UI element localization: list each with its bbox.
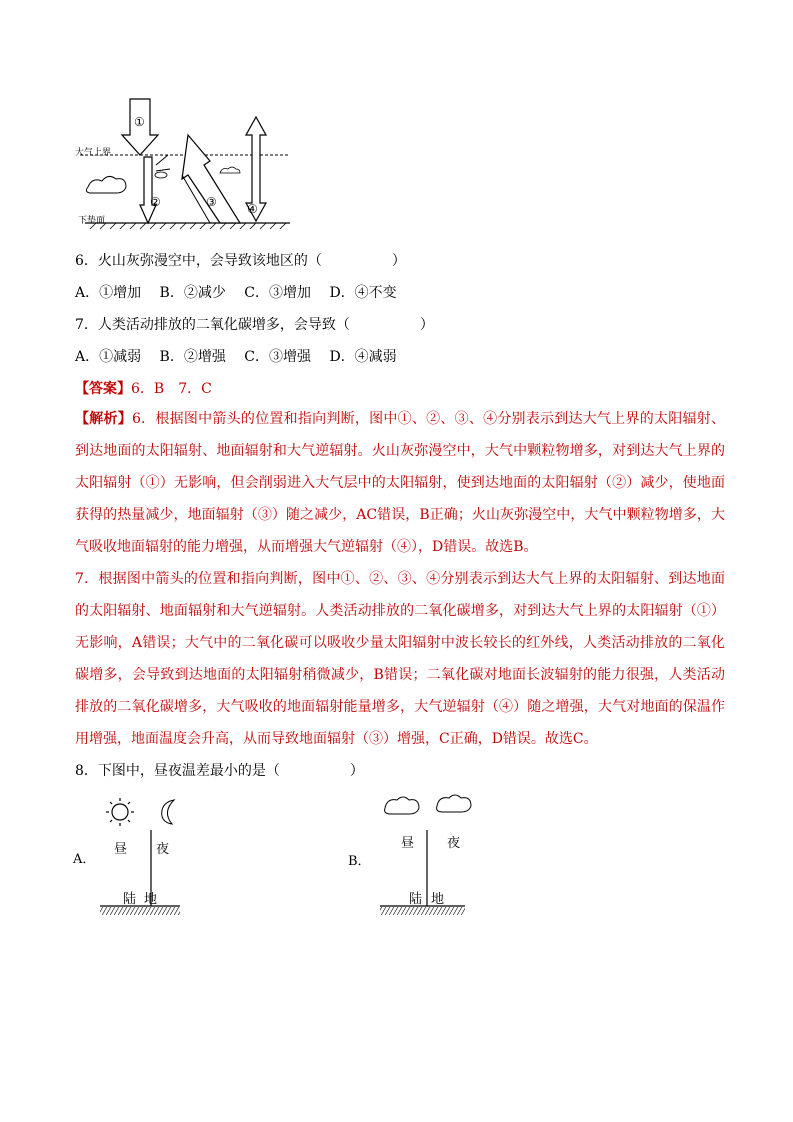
q8a-night-label: 夜 bbox=[156, 842, 170, 857]
arrow-label-4: ④ bbox=[247, 202, 258, 216]
q8-figure-a bbox=[70, 790, 190, 930]
q6-options: A．①增加 B．②减少 C．③增加 D．④不变 bbox=[75, 285, 397, 301]
atmos-top-label: 大气上界 bbox=[75, 148, 112, 158]
analysis-p7: 7．根据图中箭头的位置和指向判断，图中①、②、③、④分别表示到达大气上界的太阳辐射、到达地面的太阳辐射、地面辐射和大气逆辐射。人类活动排放的二氧化碳增多，对到达大气上界的太阳辐射（①）无影响，A错误；大气中的二氧化碳可以吸收少量太阳辐射中波长较长的红外线，人类活动排放的二氧化碳增多，会导致到达地面的太阳辐射稍微减少，B错误；二氧化碳对地面长波辐射的能力很强，人类活动排放的二氧化碳增多，大气吸收的地面辐射能量增多，大气逆辐射（④）随之增强，大气对地面的保温作用增强，地面温度会升高，从而导致地面辐射（③）增强，C正确，D错误。故选C。 bbox=[75, 571, 725, 747]
q8a-letter: A． bbox=[73, 852, 96, 867]
surface-label: 下垫面 bbox=[78, 216, 106, 226]
q8a-day-label: 昼 bbox=[114, 842, 128, 857]
radiation-diagram bbox=[70, 95, 300, 235]
q8-figure-b bbox=[345, 790, 485, 930]
analysis-p6-text: 6．根据图中箭头的位置和指向判断，图中①、②、③、④分别表示到达大气上界的太阳辐射、到达地面的太阳辐射、地面辐射和大气逆辐射。火山灰弥漫空中，大气中颗粒物增多，对到达大气上界的太阳辐射（①）无影响，但会削弱进入大气层中的太阳辐射，使到达地面的太阳辐射（②）减少，使地面获得的热量减少，地面辐射（③）随之减少，AC错误，B正确；火山灰弥漫空中，大气中颗粒物增多，大气吸收地面辐射的能力增强，从而增强大气逆辐射（④），D错误。故选B。 bbox=[75, 411, 726, 555]
answer-tag: 【答案】 bbox=[75, 381, 131, 397]
q8b-day-label: 昼 bbox=[401, 836, 415, 851]
q7-options: A．①减弱 B．②增强 C．③增强 D．④减弱 bbox=[75, 349, 397, 365]
arrow-label-3: ③ bbox=[206, 195, 217, 209]
analysis-p6 bbox=[75, 403, 725, 563]
analysis-tag: 【解析】 bbox=[75, 411, 132, 427]
q8b-land2: 地 bbox=[431, 892, 445, 907]
answer-text: 6．B 7．C bbox=[131, 381, 212, 397]
q8b-land1: 陆 bbox=[409, 892, 423, 907]
arrow-label-2: ② bbox=[150, 195, 161, 209]
answer-line bbox=[75, 378, 212, 398]
q7-stem: 7．人类活动排放的二氧化碳增多，会导致（ ） bbox=[75, 317, 434, 333]
q8b-night-label: 夜 bbox=[447, 836, 461, 851]
q8-stem: 8．下图中，昼夜温差最小的是（ ） bbox=[75, 763, 364, 779]
q8a-land2: 地 bbox=[144, 892, 158, 907]
q8b-letter: B． bbox=[348, 854, 371, 869]
analysis bbox=[75, 403, 725, 755]
arrow-label-1: ① bbox=[134, 115, 145, 129]
q6-stem: 6．火山灰弥漫空中，会导致该地区的（ ） bbox=[75, 253, 406, 269]
q8a-land1: 陆 bbox=[123, 892, 137, 907]
